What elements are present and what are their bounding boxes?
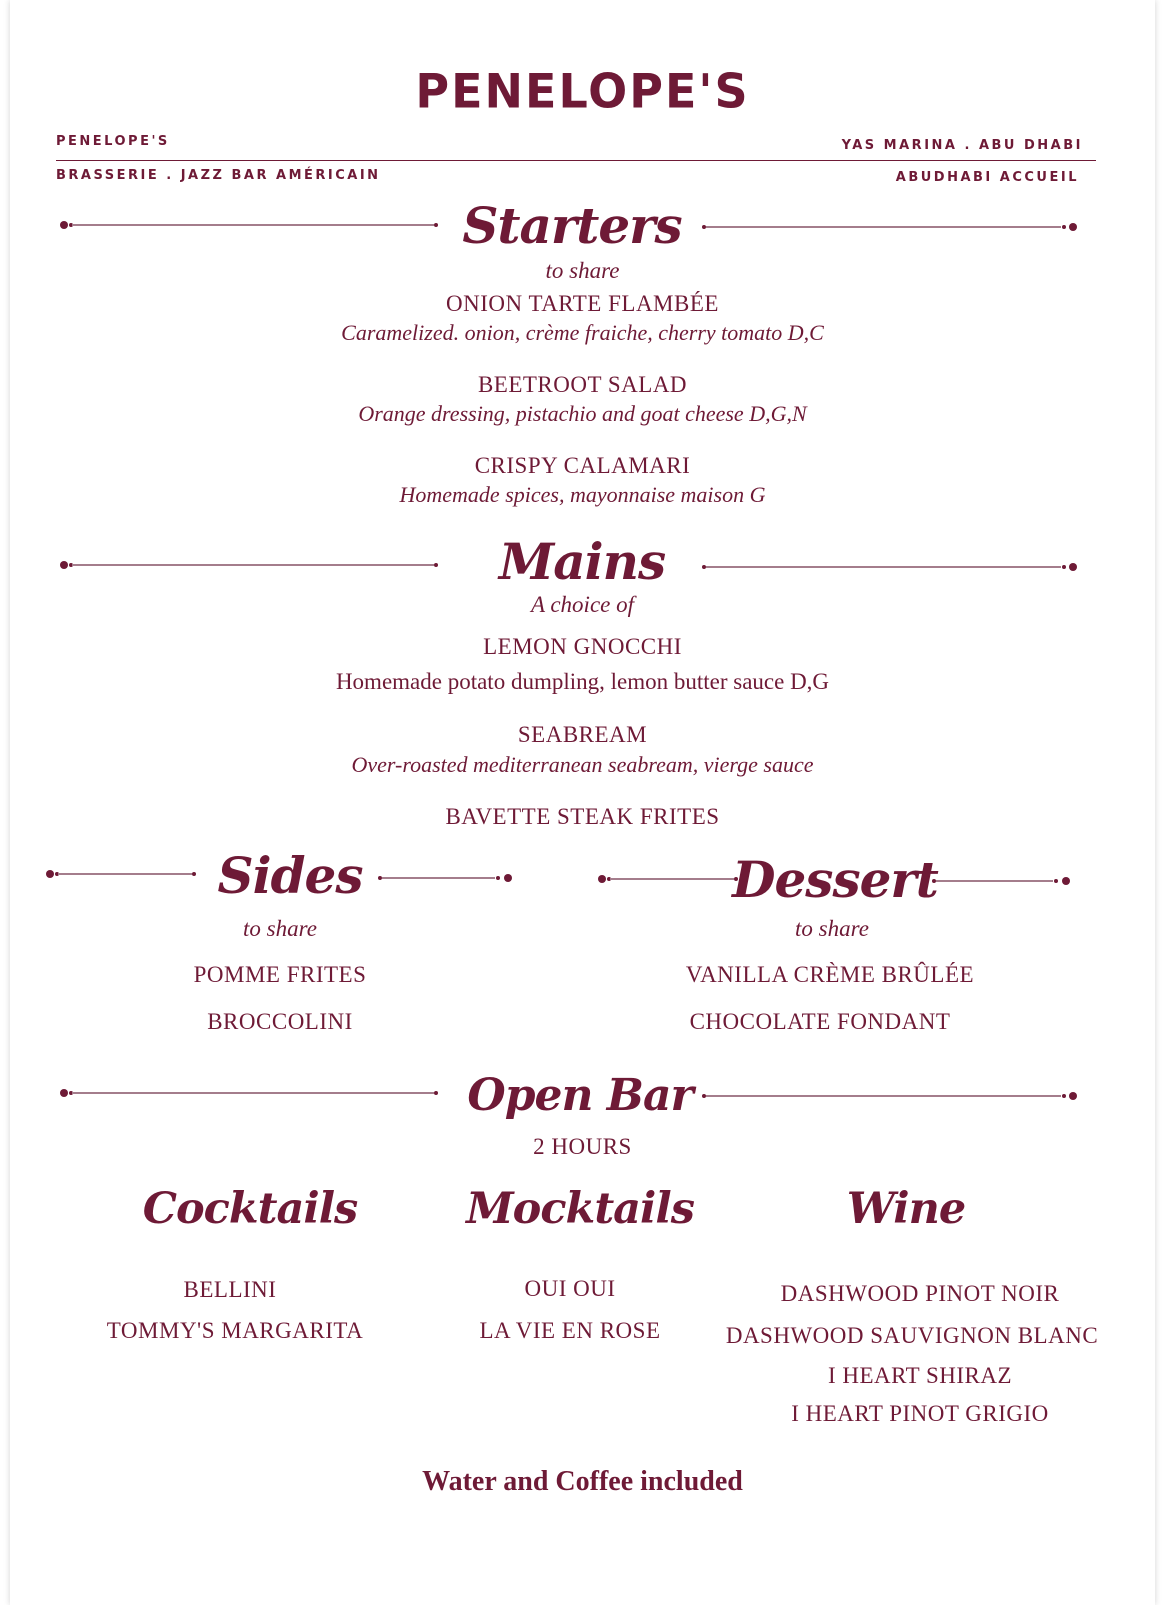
- cocktail-item: TOMMY'S MARGARITA: [106, 1318, 364, 1343]
- cocktails-title: Cocktails: [142, 1184, 358, 1234]
- footer-note: Water and Coffee included: [422, 1466, 743, 1497]
- starter-item-desc: Caramelized. onion, crème fraiche, cherry tomato D,C: [341, 320, 824, 345]
- dessert-title: Dessert: [732, 850, 938, 909]
- wine-item: I HEART PINOT GRIGIO: [791, 1401, 1049, 1426]
- openbar-subtitle: 2 HOURS: [533, 1134, 632, 1159]
- menu-page: [10, 0, 1155, 1605]
- mocktails-title: Mocktails: [466, 1184, 694, 1234]
- mocktail-item: LA VIE EN ROSE: [479, 1318, 661, 1343]
- restaurant-logo: PENELOPE'S: [415, 63, 750, 119]
- ornament-right-sides: [378, 873, 516, 883]
- main-item-name: LEMON GNOCCHI: [483, 634, 682, 659]
- wine-item: I HEART SHIRAZ: [827, 1363, 1013, 1388]
- main-item-desc: Homemade potato dumpling, lemon butter sauce D,G: [335, 669, 830, 694]
- header-left-top: PENELOPE'S: [56, 134, 170, 149]
- mains-title: Mains: [498, 532, 666, 591]
- side-item: POMME FRITES: [193, 962, 367, 987]
- starter-item-name: ONION TARTE FLAMBÉE: [446, 291, 719, 316]
- starter-item-name: CRISPY CALAMARI: [474, 453, 691, 478]
- header-right-top: YAS MARINA . ABU DHABI: [841, 138, 1083, 153]
- sides-title: Sides: [217, 846, 363, 905]
- openbar-title: Open Bar: [467, 1070, 693, 1121]
- starters-title: Starters: [462, 196, 682, 255]
- wine-title: Wine: [846, 1184, 966, 1234]
- main-item-desc: Over-roasted mediterranean seabream, vierge sauce: [351, 752, 814, 777]
- ornament-left-sides: [46, 869, 196, 879]
- starter-item-desc: Orange dressing, pistachio and goat cheese D,G,N: [358, 401, 807, 426]
- header-right-bottom: ABUDHABI ACCUEIL: [895, 170, 1079, 185]
- main-item-name: BAVETTE STEAK FRITES: [445, 804, 720, 829]
- main-item-name: SEABREAM: [517, 722, 648, 747]
- starter-item-name: BEETROOT SALAD: [477, 372, 688, 397]
- wine-item: DASHWOOD SAUVIGNON BLANC: [725, 1323, 1099, 1348]
- header-left-bottom: BRASSERIE . JAZZ BAR AMÉRICAIN: [56, 168, 381, 183]
- dessert-item: CHOCOLATE FONDANT: [689, 1009, 951, 1034]
- starter-item-desc: Homemade spices, mayonnaise maison G: [399, 482, 766, 507]
- header-divider: [56, 160, 1096, 161]
- cocktail-item: BELLINI: [183, 1277, 277, 1302]
- dessert-item: VANILLA CRÈME BRÛLÉE: [685, 962, 975, 987]
- sides-subtitle: to share: [243, 916, 317, 941]
- dessert-subtitle: to share: [795, 916, 869, 941]
- wine-item: DASHWOOD PINOT NOIR: [780, 1281, 1060, 1306]
- mains-subtitle: A choice of: [530, 592, 635, 617]
- side-item: BROCCOLINI: [207, 1009, 353, 1034]
- mocktail-item: OUI OUI: [524, 1276, 616, 1301]
- ornament-left-openbar: [60, 1088, 440, 1098]
- ornament-left-dessert: [598, 874, 738, 884]
- ornament-right-openbar: [702, 1091, 1082, 1101]
- starters-subtitle: to share: [545, 258, 620, 283]
- ornament-right-dessert: [932, 876, 1074, 886]
